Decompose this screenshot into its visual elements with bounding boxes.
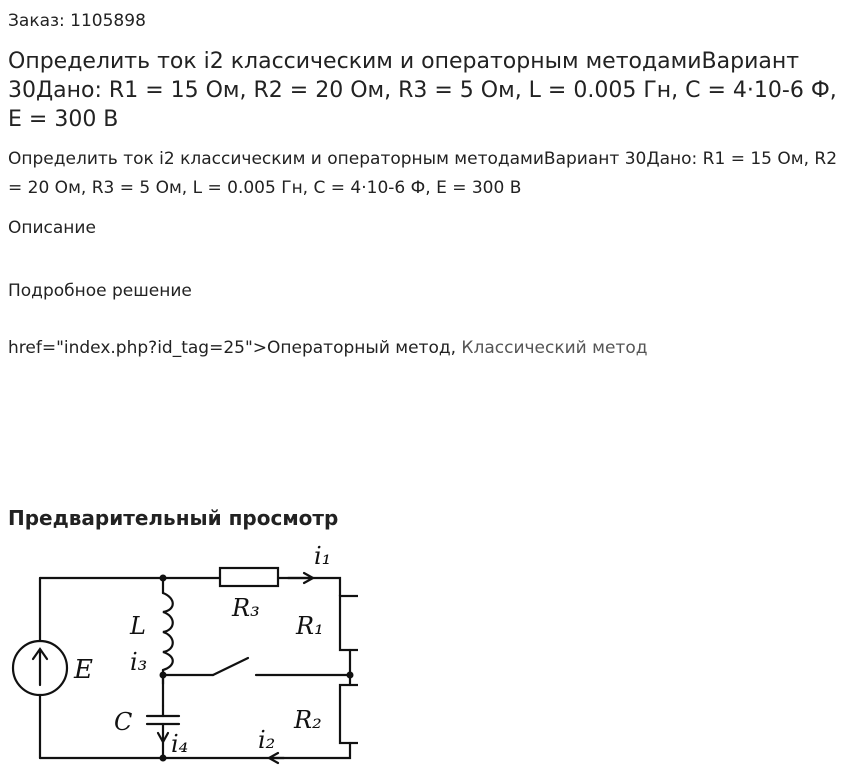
task-description: Определить ток i2 классическим и операторным методамиВариант 30Дано: R1 = 15 Ом, R2 = 20 Ом, R3 = 5 Ом, L = 0.005 Гн, C = 4·10-6 Ф, E = 300 В [8, 149, 838, 198]
label-r3: R₃ [232, 594, 260, 622]
label-r1: R₁ [296, 612, 324, 640]
description-label: Описание [8, 218, 96, 238]
tags-prefix-text: href="index.php?id_tag=25">Операторный метод, [8, 338, 462, 358]
label-r2: R₂ [294, 706, 322, 734]
label-l: L [130, 612, 146, 640]
tag-link-classic-method[interactable]: Классический метод [461, 338, 648, 358]
label-i4: i₄ [171, 730, 189, 758]
arrow-i1 [288, 573, 313, 583]
task-title: Определить ток i2 классическим и операторным методамиВариант 30Дано: R1 = 15 Ом, R2 = 20 Ом, R3 = 5 Ом, L = 0.005 Гн, C = 4·10-6 Ф, E = 300 В [8, 49, 837, 132]
source-arrow [33, 649, 47, 685]
node-right-mid [347, 672, 354, 679]
wire-bottom [40, 743, 350, 758]
switch-blade [213, 658, 248, 675]
label-e: E [74, 655, 93, 685]
label-c: C [114, 708, 133, 736]
label-i3: i₃ [130, 648, 148, 676]
resistor-r2 [340, 685, 358, 743]
node-top-mid [160, 575, 167, 582]
node-mid [160, 672, 167, 679]
arrow-i2 [269, 753, 284, 763]
solution-label: Подробное решение [8, 281, 192, 301]
circuit-diagram [8, 538, 358, 768]
label-i2: i₂ [258, 726, 276, 754]
tags-line [8, 336, 647, 360]
node-bottom-mid [160, 755, 167, 762]
resistor-r1 [340, 596, 358, 650]
preview-heading: Предварительный просмотр [8, 506, 339, 530]
resistor-r3 [220, 568, 278, 586]
inductor-l [163, 593, 173, 670]
label-i1: i₁ [314, 542, 332, 570]
order-number: Заказ: 1105898 [8, 11, 146, 31]
